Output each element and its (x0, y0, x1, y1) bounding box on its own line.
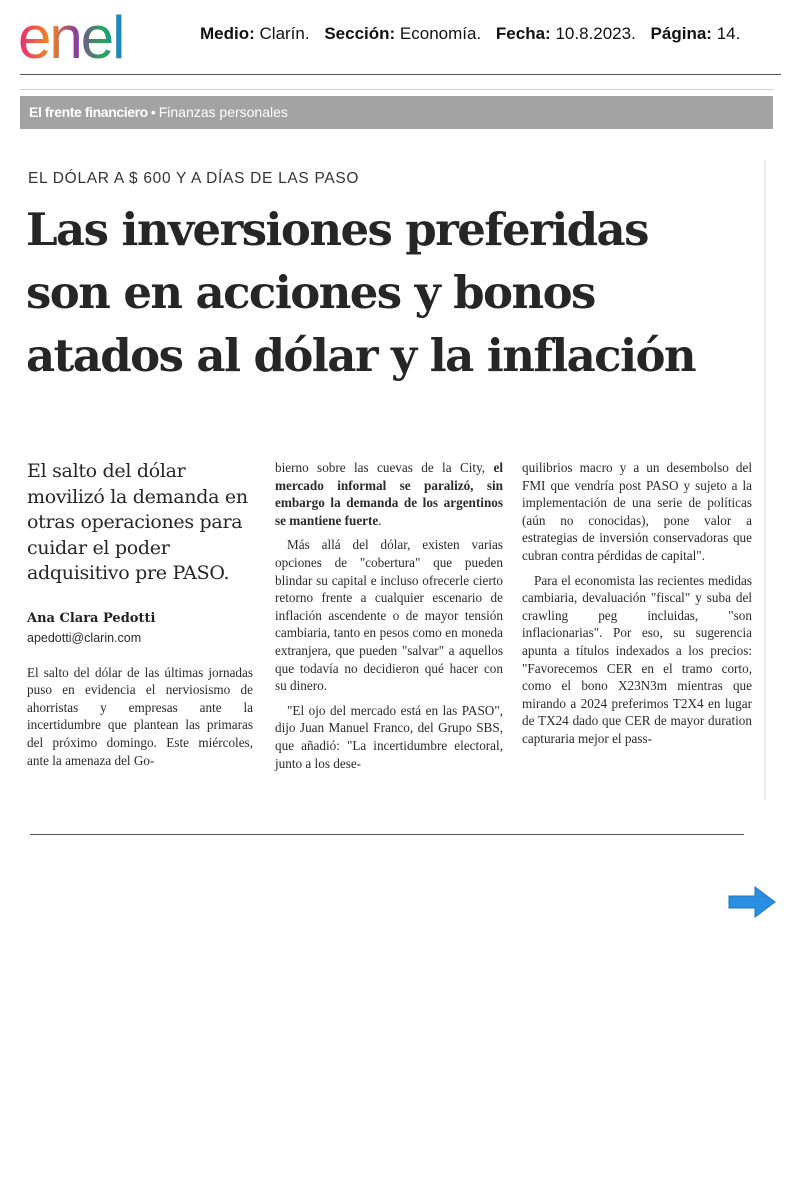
seccion-value: Economía. (399, 24, 482, 43)
medio-value: Clarín. (259, 24, 310, 43)
body-text: bierno sobre las cuevas de la City, (275, 460, 486, 475)
headline-line-3: atados al dólar y la inflación (26, 329, 695, 382)
clipping-top-edge (20, 89, 773, 90)
body-paragraph: Más allá del dólar, existen varias opciones de "cobertura" que pueden blindar su capital e incluso ofrecerle cierto retorno frente a cualquier escenario de inflación ascendente o de mayor tensión cambiaria, tanto en pesos como en moneda extranjera, que pueden "salvar" a aquellos que todavía no decidieron qué hacer con su dinero. (275, 537, 503, 694)
headline-line-1: Las inversiones preferidas (26, 203, 648, 256)
arrow-right-icon[interactable] (727, 885, 777, 919)
section-banner (20, 96, 773, 129)
fecha-value: 10.8.2023. (555, 24, 636, 43)
author-email: apedotti@clarin.com (27, 631, 142, 646)
body-paragraph: Para el economista las recientes medidas cambiaria, devaluación "fiscal" y suba del crawling peg incluidas, "son inflacionarias". Por eso, su sugerencia apunta a títulos indexados a los precios: "Favorecemos CER en el tramo corto, como el bono X23N3m mientras que mirando a 2024 preferimos T2X4 en lugar de TX24 dado que CER de mayor duration capturaria mejor el pass- (522, 572, 752, 746)
footer-divider (30, 834, 744, 835)
article-column-3 (522, 459, 752, 755)
pagina-label: Página: (650, 24, 712, 43)
body-paragraph: "El ojo del mercado está en las PASO", dijo Juan Manuel Franco, del Grupo SBS, que añadió: "La incertidumbre electoral, junto a los dese- (275, 702, 503, 771)
banner-subsection: Finanzas personales (158, 104, 288, 120)
fecha-label: Fecha: (495, 24, 551, 43)
headline-line-2: son en acciones y bonos (26, 266, 595, 319)
article-column-2 (275, 459, 503, 779)
article-author: Ana Clara Pedotti (27, 610, 156, 626)
body-bold-text: el mercado informal se paralizó, sin embargo la demanda de los argentinos se mantiene fuerte (275, 460, 504, 528)
article-lead: El salto del dólar movilizó la demanda en otras operaciones para cuidar el poder adquisitivo pre PASO. (27, 460, 248, 584)
enel-logo (18, 6, 180, 66)
article-kicker: EL DÓLAR A $ 600 Y A DÍAS DE LAS PASO (28, 170, 360, 187)
press-metadata (200, 24, 740, 44)
seccion-label: Sección: (324, 24, 396, 43)
banner-section: El frente financiero (29, 104, 148, 120)
article-column-1 (27, 459, 253, 776)
svg-text:enel: enel (18, 6, 124, 66)
pagina-value: 14. (716, 24, 741, 43)
article-headline (26, 198, 766, 387)
body-paragraph: quilibrios macro y a un desembolso del FMI que vendría post PASO y sujeto a la implementación de una serie de políticas (aún no conocidas), pone valor a estrategias de inversión conservadoras que cubran contra pérdidas de capital". (522, 460, 752, 563)
body-paragraph: El salto del dólar de las últimas jornadas puso en evidencia el nerviosismo de ahorristas y empresas ante la incertidumbre que plantean las primaras del próximo domingo. Este miércoles, ante la amenaza del Go- (27, 664, 253, 768)
banner-separator: • (150, 104, 156, 120)
header-divider (20, 74, 781, 75)
body-paragraph: bierno sobre las cuevas de la City, el mercado informal se paralizó, sin embargo la demanda de los argentinos se mantiene fuerte. (275, 460, 504, 528)
medio-label: Medio: (200, 24, 255, 43)
